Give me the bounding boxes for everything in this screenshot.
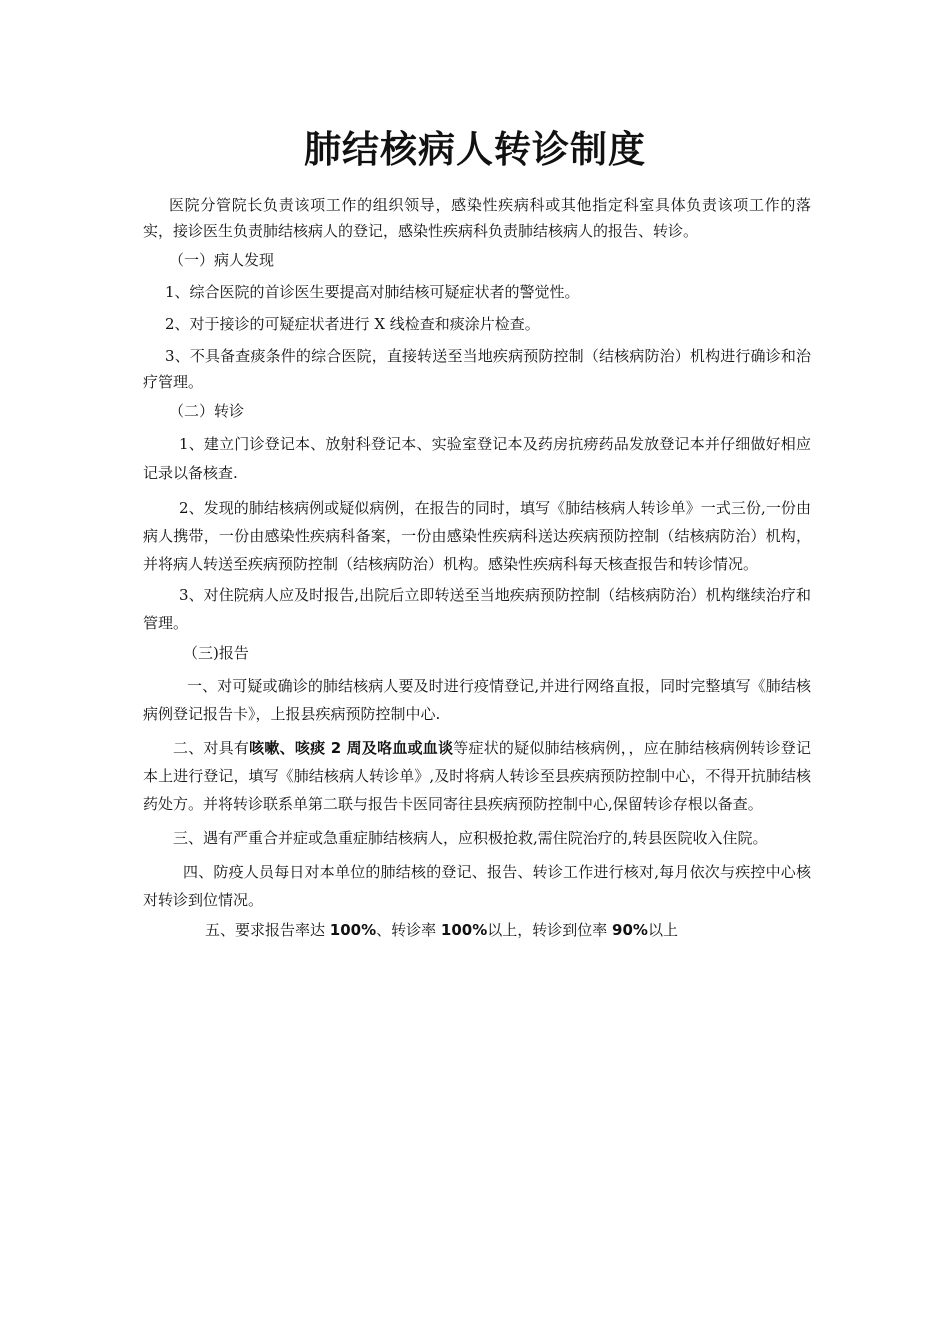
- referral-rate-value: 100%: [440, 921, 488, 939]
- report-rate-value: 100%: [329, 921, 377, 939]
- document-title: 肺结核病人转诊制度: [304, 128, 646, 171]
- report-item-4: 四、防疫人员每日对本单位的肺结核的登记、报告、转诊工作进行核对,每月依次与疾控中心核对转诊到位情况。: [143, 863, 811, 909]
- discovery-item-1: 1、综合医院的首诊医生要提高对肺结核可疑症状者的警觉性。: [165, 283, 580, 301]
- report-item-5-text-1: 五、要求报告率达: [205, 921, 330, 939]
- report-item-2-emphasis: 咳嗽、咳痰 2 周及咯血或血谈: [249, 739, 454, 757]
- referral-item-3: 3、对住院病人应及时报告,出院后立即转送至当地疾病预防控制（结核病防治）机构继续治疗和管理。: [143, 586, 811, 632]
- report-item-3: 三、遇有严重合并症或急重症肺结核病人，应积极抢救,需住院治疗的,转县医院收入住院。: [173, 829, 768, 847]
- report-item-1: 一、对可疑或确诊的肺结核病人要及时进行疫情登记,并进行网络直报，同时完整填写《肺结核病例登记报告卡》，上报县疾病预防控制中心.: [143, 677, 811, 723]
- report-item-5-text-2: 、转诊率: [376, 921, 441, 939]
- document-body: [143, 192, 811, 943]
- discovery-item-2: 2、对于接诊的可疑症状者进行 X 线检查和痰涂片检查。: [165, 315, 540, 333]
- report-item-5: [143, 917, 811, 943]
- report-item-2-suffix: 等症状的疑似肺结核病例，，应在肺结核病例转诊登记本上进行登记，填写《肺结核病人转诊单》,及时将病人转诊至县疾病预防控制中心，不得开抗肺结核药处方。并将转诊联系单第二联与报告卡医同寄往县疾病预防控制中心,保留转诊存根以备查。: [143, 739, 811, 813]
- intro-paragraph: 医院分管院长负责该项工作的组织领导，感染性疾病科或其他指定科室具体负责该项工作的落实，接诊医生负责肺结核病人的登记，感染性疾病科负责肺结核病人的报告、转诊。: [143, 196, 811, 240]
- report-item-5-text-4: 以上: [647, 921, 678, 939]
- report-item-5-text-3: 以上，转诊到位率: [487, 921, 613, 939]
- report-item-2: [143, 734, 811, 818]
- section-heading-discovery: （一）病人发现: [169, 251, 275, 269]
- report-item-2-prefix: 二、对具有: [173, 739, 250, 757]
- section-heading-report: （三)报告: [183, 644, 249, 662]
- referral-item-1: 1、建立门诊登记本、放射科登记本、实验室登记本及药房抗痨药品发放登记本并仔细做好相应记录以备核查.: [143, 435, 811, 482]
- arrival-rate-value: 90%: [612, 921, 648, 939]
- referral-item-2: 2、发现的肺结核病例或疑似病例，在报告的同时，填写《肺结核病人转诊单》一式三份,一份由病人携带，一份由感染性疾病科备案，一份由感染性疾病科送达疾病预防控制（结核病防治）机构，并将病人转送至疾病预防控制（结核病防治）机构。感染性疾病科每天核查报告和转诊情况。: [143, 499, 811, 573]
- section-heading-referral: （二）转诊: [169, 402, 245, 420]
- discovery-item-3: 3、不具备查痰条件的综合医院，直接转送至当地疾病预防控制（结核病防治）机构进行确诊和治疗管理。: [143, 347, 811, 391]
